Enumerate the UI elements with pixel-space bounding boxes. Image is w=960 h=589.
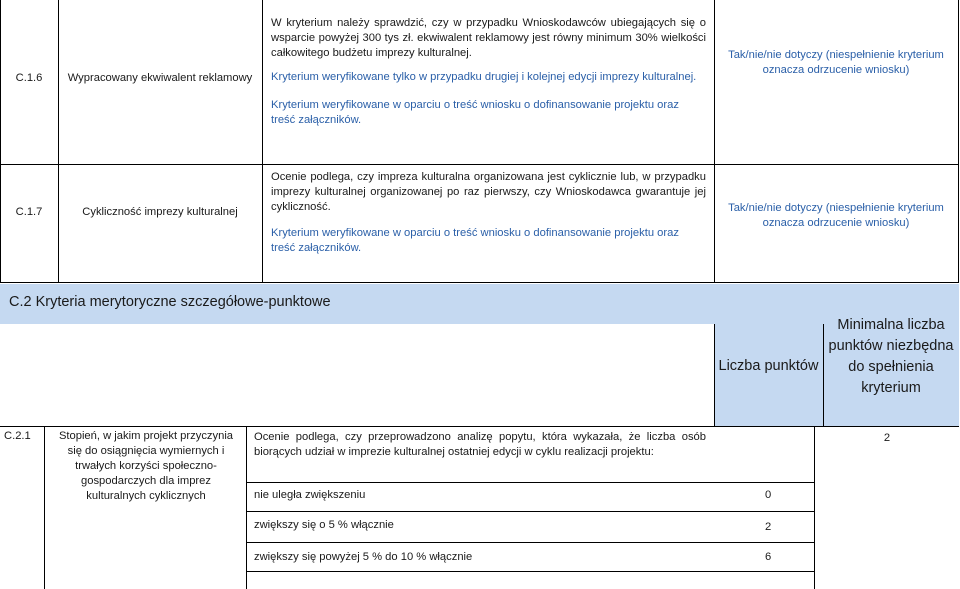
- row-description: [271, 170, 706, 256]
- divider: [0, 282, 959, 283]
- divider: [823, 324, 824, 427]
- row-code: C.1.7: [15, 206, 43, 218]
- description-paragraph: Kryterium weryfikowane w oparciu o treść wniosku o dofinansowanie projektu oraz treść załączników.: [271, 99, 679, 126]
- row-evaluation: Tak/nie/nie dotyczy (niespełnienie kryterium oznacza odrzucenie wniosku): [728, 202, 944, 229]
- divider: [958, 0, 959, 283]
- row-description: Ocenie podlega, czy przeprowadzono analizę popytu, która wykazała, że liczba osób biorących udział w imprezie kulturalnej ostatniej edycji w cyklu realizacji projektu:: [254, 431, 706, 458]
- row-code: C.2.1: [4, 430, 31, 442]
- divider: [0, 0, 1, 283]
- section-title: C.2 Kryteria merytoryczne szczegółowe-punktowe: [9, 294, 331, 310]
- min-points-value: 2: [883, 432, 891, 444]
- divider: [814, 427, 815, 589]
- option-label: nie uległa zwiększeniu: [254, 489, 366, 501]
- option-label: zwiększy się powyżej 5 % do 10 % włącznie: [254, 551, 473, 563]
- row-description: [271, 16, 706, 128]
- divider: [0, 164, 959, 165]
- row-code: C.1.6: [15, 72, 43, 84]
- option-points: 2: [765, 521, 772, 533]
- description-paragraph: Kryterium weryfikowane tylko w przypadku drugiej i kolejnej edycji imprezy kulturalnej.: [271, 71, 697, 83]
- row-evaluation: Tak/nie/nie dotyczy (niespełnienie kryterium oznacza odrzucenie wniosku): [728, 49, 944, 76]
- divider: [247, 511, 814, 512]
- divider: [262, 0, 263, 283]
- row-name: Cykliczność imprezy kulturalnej: [82, 206, 238, 218]
- option-label: zwiększy się o 5 % włącznie: [254, 519, 394, 531]
- divider: [247, 571, 814, 572]
- description-paragraph: Ocenie podlega, czy impreza kulturalna organizowana jest cyklicznie lub, w przypadku imprezy kulturalnej organizowanej po raz pierwszy, czy Wnioskodawca gwarantuje jej cykliczność.: [271, 171, 706, 213]
- divider: [0, 426, 959, 427]
- divider: [58, 0, 59, 283]
- description-paragraph: Kryterium weryfikowane w oparciu o treść wniosku o dofinansowanie projektu oraz treść załączników.: [271, 227, 679, 254]
- col-min-points-header: Minimalna liczba punktów niezbędna do spełnienia kryterium: [828, 317, 954, 396]
- divider: [714, 0, 715, 283]
- divider: [247, 542, 814, 543]
- option-points: 6: [765, 551, 772, 563]
- divider: [246, 427, 247, 589]
- divider: [44, 427, 45, 589]
- option-points: 0: [765, 489, 772, 501]
- row-name: Stopień, w jakim projekt przyczynia się do osiągnięcia wymiernych i trwałych korzyści społeczno-gospodarczych dla imprez kulturalnych cyklicznych: [58, 430, 234, 502]
- divider: [247, 482, 814, 483]
- col-points-header: Liczba punktów: [718, 358, 819, 374]
- description-paragraph: W kryterium należy sprawdzić, czy w przypadku Wnioskodawców ubiegających się o wsparcie powyżej 300 tys zł. ekwiwalent reklamowy jest równy minimum 30% wielkości całkowitego budżetu imprezy kulturalnej.: [271, 17, 706, 59]
- row-name: Wypracowany ekwiwalent reklamowy: [67, 72, 253, 84]
